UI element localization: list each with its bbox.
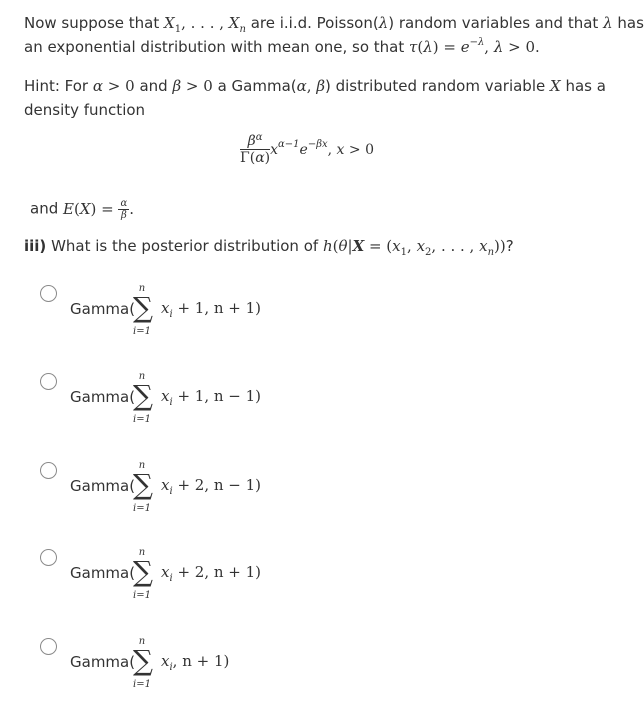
sum-upper-limit: n [138,371,146,382]
summation-icon: ∑ [133,555,153,588]
sum-upper-limit: n [138,547,146,558]
summation-icon: ∑ [133,468,153,501]
option-expression [161,387,262,408]
option-variable: x [161,387,170,405]
hint-text: a Gamma( [217,77,297,95]
math-posterior: $h(\theta|X = (x_1$, $x_2$, . . . , $x_n$)) [322,237,506,258]
math-lambda: λ [378,14,389,32]
math-alpha-beta: α, β [296,77,325,95]
option-gamma-prefix: Gamma( [70,653,136,671]
radio-button[interactable] [40,373,57,390]
sum-lower-limit: i=1 [133,326,151,337]
expectation-line [30,198,134,221]
option-gamma-prefix: Gamma( [70,388,136,406]
question-line [24,237,514,258]
intro-text: ) random variables and that [388,14,599,32]
summation-icon: ∑ [133,379,153,412]
radio-button[interactable] [40,462,57,479]
intro-line-2 [24,38,540,56]
hint-text: Hint: For [24,77,89,95]
option-parameters: + 2, n − 1) [172,476,262,494]
intro-text: . [535,38,540,56]
radio-button[interactable] [40,638,57,655]
hint-text: and [139,77,168,95]
question-text: What is the posterior distribution of [51,237,319,255]
option-gamma-prefix: Gamma( [70,300,136,318]
sum-upper-limit: n [138,460,146,471]
intro-text: are i.i.d. Poisson( [250,14,379,32]
summation-icon: ∑ [133,644,153,677]
sum-lower-limit: i=1 [133,590,151,601]
question-label: iii) [24,237,47,255]
option-parameters: + 1, n + 1) [172,299,262,317]
option-variable: x [161,299,170,317]
intro-text: Now suppose that [24,14,160,32]
option-variable: x [161,652,170,670]
hint-line-1 [24,77,606,95]
option-variable-subscript: i [169,397,173,408]
density-formula: $\frac{\beta^\alpha}{\Gamma(\alpha)}$ $x^{\alpha-1}e^{-\beta x}$, x > 0 [240,132,374,166]
math-x1-xn: $X_1$, . . . , $X_n$ [164,14,246,35]
sum-lower-limit: i=1 [133,503,151,514]
math-X: X [550,77,561,95]
option-variable-subscript: i [169,309,173,320]
math-prior: $\tau(\lambda) = e^{-\lambda}$, λ > 0 [409,37,536,56]
option-parameters: + 1, n − 1) [172,387,262,405]
option-expression [161,476,262,497]
sum-upper-limit: n [138,283,146,294]
expectation-text: and [30,199,59,218]
math-lambda: λ [603,14,613,32]
option-variable: x [161,476,170,494]
option-variable-subscript: i [169,662,173,673]
math-beta-gt-0: β > 0 [172,77,213,95]
option-expression [161,299,262,320]
radio-button[interactable] [40,285,57,302]
sum-lower-limit: i=1 [133,414,151,425]
option-variable: x [161,563,170,581]
question-text: ? [505,237,514,255]
intro-text: has [617,14,644,32]
option-parameters: , n + 1) [172,652,230,670]
hint-text: has a [565,77,606,95]
option-variable-subscript: i [169,486,173,497]
hint-text: ) distributed random variable [325,77,546,95]
hint-line-2: density function [24,101,146,119]
option-variable-subscript: i [169,573,173,584]
option-gamma-prefix: Gamma( [70,564,136,582]
math-expectation: E(X) = $\frac{\alpha}{\beta}$ . [63,198,135,221]
sum-upper-limit: n [138,636,146,647]
sum-lower-limit: i=1 [133,679,151,690]
option-expression [161,563,262,584]
option-gamma-prefix: Gamma( [70,477,136,495]
summation-icon: ∑ [133,291,153,324]
intro-text: an exponential distribution with mean one, so that [24,38,405,56]
radio-button[interactable] [40,549,57,566]
option-expression [161,652,230,673]
option-parameters: + 2, n + 1) [172,563,262,581]
math-alpha-gt-0: α > 0 [92,77,135,95]
intro-line-1 [24,14,644,35]
